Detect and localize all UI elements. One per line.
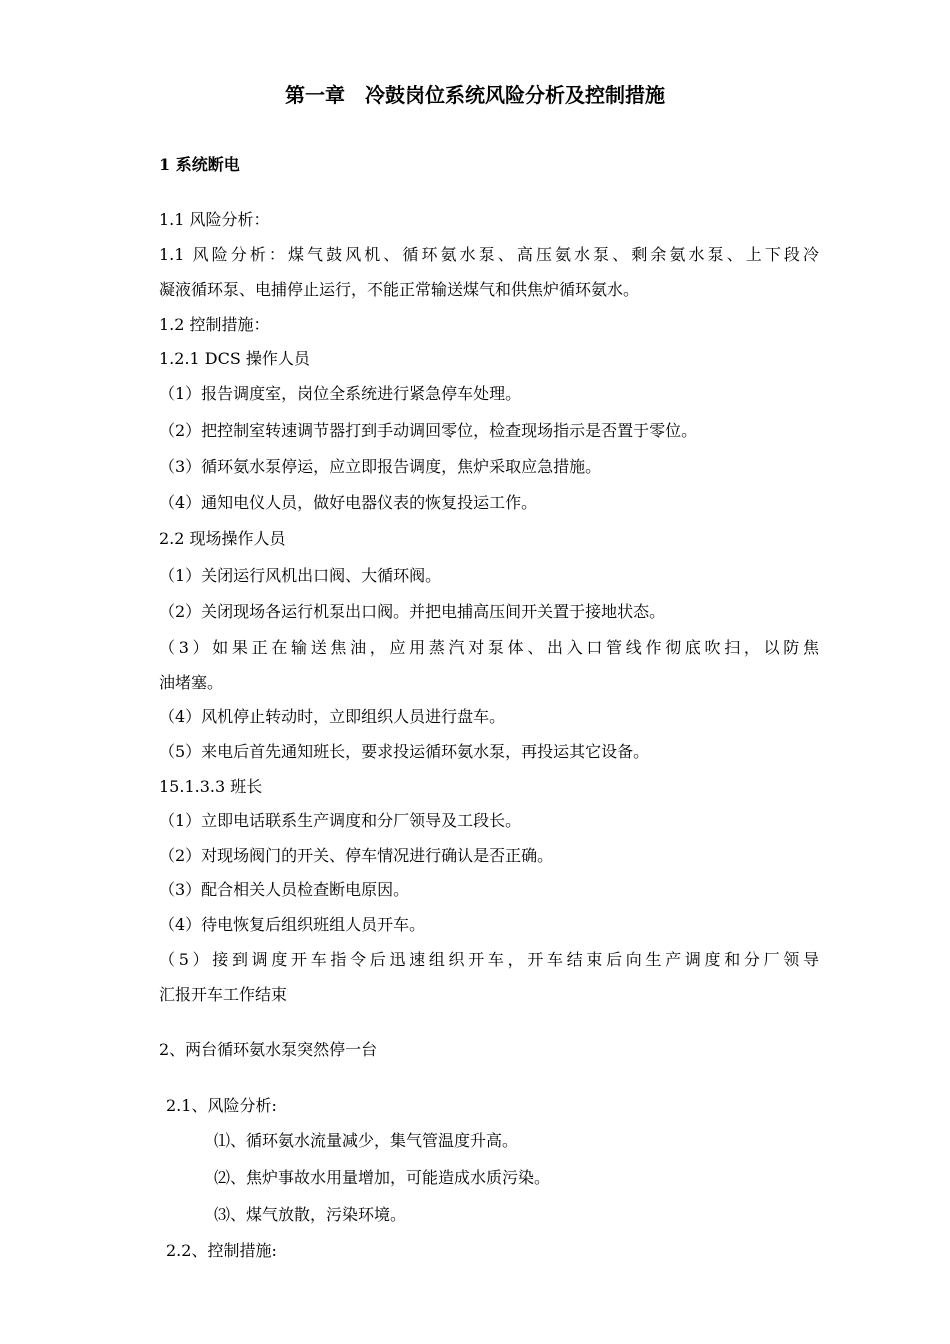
risk-analysis-text-line: 凝液循环泵、电捕停止运行，不能正常输送煤气和供焦炉循环氨水。 [159, 280, 640, 299]
risk-analysis-label: 1.1 风险分析： [159, 210, 270, 229]
dcs-item: （1）报告调度室，岗位全系统进行紧急停车处理。 [159, 384, 522, 403]
leader-item: （2）对现场阀门的开关、停车情况进行确认是否正确。 [159, 846, 554, 865]
dcs-item: （3）循环氨水泵停运，应立即报告调度，焦炉采取应急措施。 [159, 457, 602, 476]
field-item: （1）关闭运行风机出口阀、大循环阀。 [159, 566, 442, 585]
leader-item: （1）立即电话联系生产调度和分厂领导及工段长。 [159, 811, 522, 830]
risk-item: ⑴、循环氨水流量减少，集气管温度升高。 [214, 1131, 519, 1150]
risk-analysis-text-line: 1.1 风险分析：煤气鼓风机、循环氨水泵、高压氨水泵、剩余氨水泵、上下段冷 [159, 245, 819, 264]
leader-item: （4）待电恢复后组织班组人员开车。 [159, 915, 426, 934]
control-measures-label: 1.2 控制措施： [159, 315, 270, 334]
leader-item-continuation: 汇报开车工作结束 [159, 985, 288, 1004]
chapter-title: 第一章 冷鼓岗位系统风险分析及控制措施 [285, 83, 665, 107]
section-heading-power-outage: 1 系统断电 [159, 155, 240, 174]
field-item-continuation: 油堵塞。 [159, 673, 224, 692]
control-measures-label: 2.2、控制措施: [166, 1241, 277, 1260]
leader-item: （5）接到调度开车指令后迅速组织开车，开车结束后向生产调度和分厂领导 [159, 950, 819, 969]
leader-item: （3）配合相关人员检查断电原因。 [159, 880, 410, 899]
risk-analysis-label: 2.1、风险分析: [166, 1096, 277, 1115]
dcs-item: （4）通知电仪人员，做好电器仪表的恢复投运工作。 [159, 493, 538, 512]
field-item: （4）风机停止转动时，立即组织人员进行盘车。 [159, 707, 506, 726]
dcs-item: （2）把控制室转速调节器打到手动调回零位，检查现场指示是否置于零位。 [159, 421, 698, 440]
field-item: （5）来电后首先通知班长，要求投运循环氨水泵，再投运其它设备。 [159, 742, 650, 761]
field-item: （3）如果正在输送焦油，应用蒸汽对泵体、出入口管线作彻底吹扫，以防焦 [159, 638, 819, 657]
section-heading-pump-stop: 2、两台循环氨水泵突然停一台 [159, 1040, 378, 1059]
shift-leader-label: 15.1.3.3 班长 [159, 777, 263, 796]
field-operator-label: 2.2 现场操作人员 [159, 529, 286, 548]
risk-item: ⑵、焦炉事故水用量增加，可能造成水质污染。 [214, 1168, 551, 1187]
risk-item: ⑶、煤气放散，污染环境。 [214, 1205, 407, 1224]
field-item: （2）关闭现场各运行机泵出口阀。并把电捕高压间开关置于接地状态。 [159, 602, 666, 621]
dcs-operator-label: 1.2.1 DCS 操作人员 [159, 349, 310, 368]
